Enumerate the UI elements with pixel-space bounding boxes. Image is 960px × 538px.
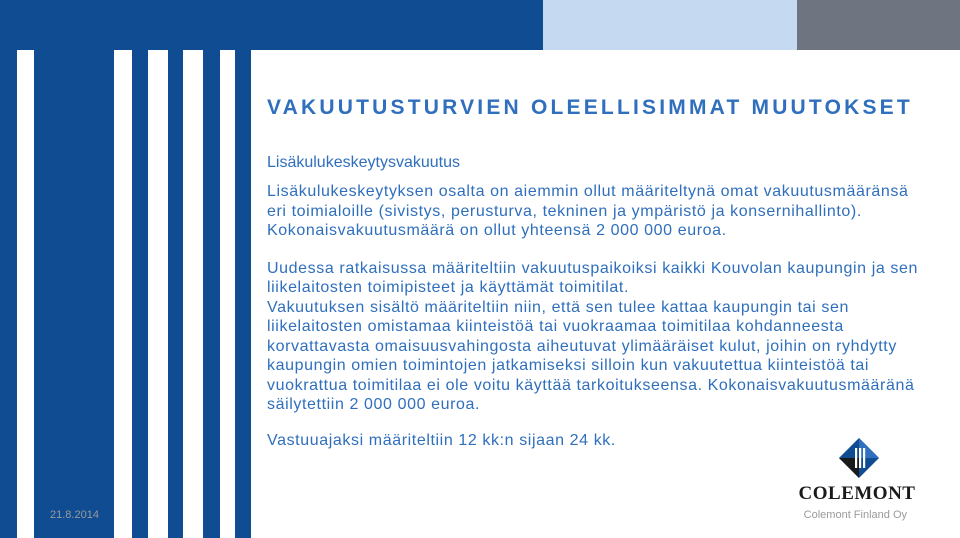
header-band-gray: [797, 0, 960, 50]
paragraph: Vakuutuksen sisältö määriteltiin niin, että sen tulee kattaa kaupungin tai sen liikelaitosten omistamaa kiinteistöä tai vuokraamaa toimitilaa kohdanneesta korvattavasta omaisuusvahingosta aiheutuvat ylimääräiset kulut, joihin on ryhdytty kaupungin omien toimintojen jatkamiseksi silloin kun vakuutettua kiinteistöä tai vuokrattua toimitilaa ei ole voitu käyttää tarkoitukseensa. Kokonaisvakuutusmääränä säilytettiin 2 000 000 euroa.: [267, 298, 915, 413]
decor-bar: [168, 50, 183, 538]
decor-bar: [34, 50, 114, 538]
colemont-diamond-icon: [838, 437, 880, 479]
slide-title: VAKUUTUSTURVIEN OLEELLISIMMAT MUUTOKSET: [267, 96, 913, 119]
footer-company: Colemont Finland Oy: [803, 509, 907, 521]
logo-text: COLEMONT: [798, 483, 916, 504]
decor-bar: [235, 50, 251, 538]
decor-bar: [132, 50, 148, 538]
footer-date: 21.8.2014: [50, 509, 99, 521]
paragraph: Uudessa ratkaisussa määriteltiin vakuutuspaikoiksi kaikki Kouvolan kaupungin ja sen liikelaitosten toimipisteet ja käyttämät toimitilat.: [267, 259, 919, 296]
header-band-dark: [0, 0, 543, 50]
paragraph: Lisäkulukeskeytyksen osalta on aiemmin ollut määriteltynä omat vakuutusmääränsä eri toimialoille (sivistys, perusturva, tekninen ja ympäristö ja konsernihallinto). Kokonaisvakuutusmäärä on ollut yhteensä 2 000 000 euroa.: [267, 183, 909, 239]
header-band-light: [543, 0, 797, 50]
paragraph: Vastuuajaksi määriteltiin 12 kk:n sijaan 24 kk.: [267, 431, 616, 449]
slide-content: [267, 96, 927, 450]
slide-subtitle: Lisäkulukeskeytysvakuutus: [267, 154, 460, 171]
colemont-logo: [792, 437, 922, 503]
decor-bar: [0, 50, 17, 538]
decor-bar: [203, 50, 220, 538]
